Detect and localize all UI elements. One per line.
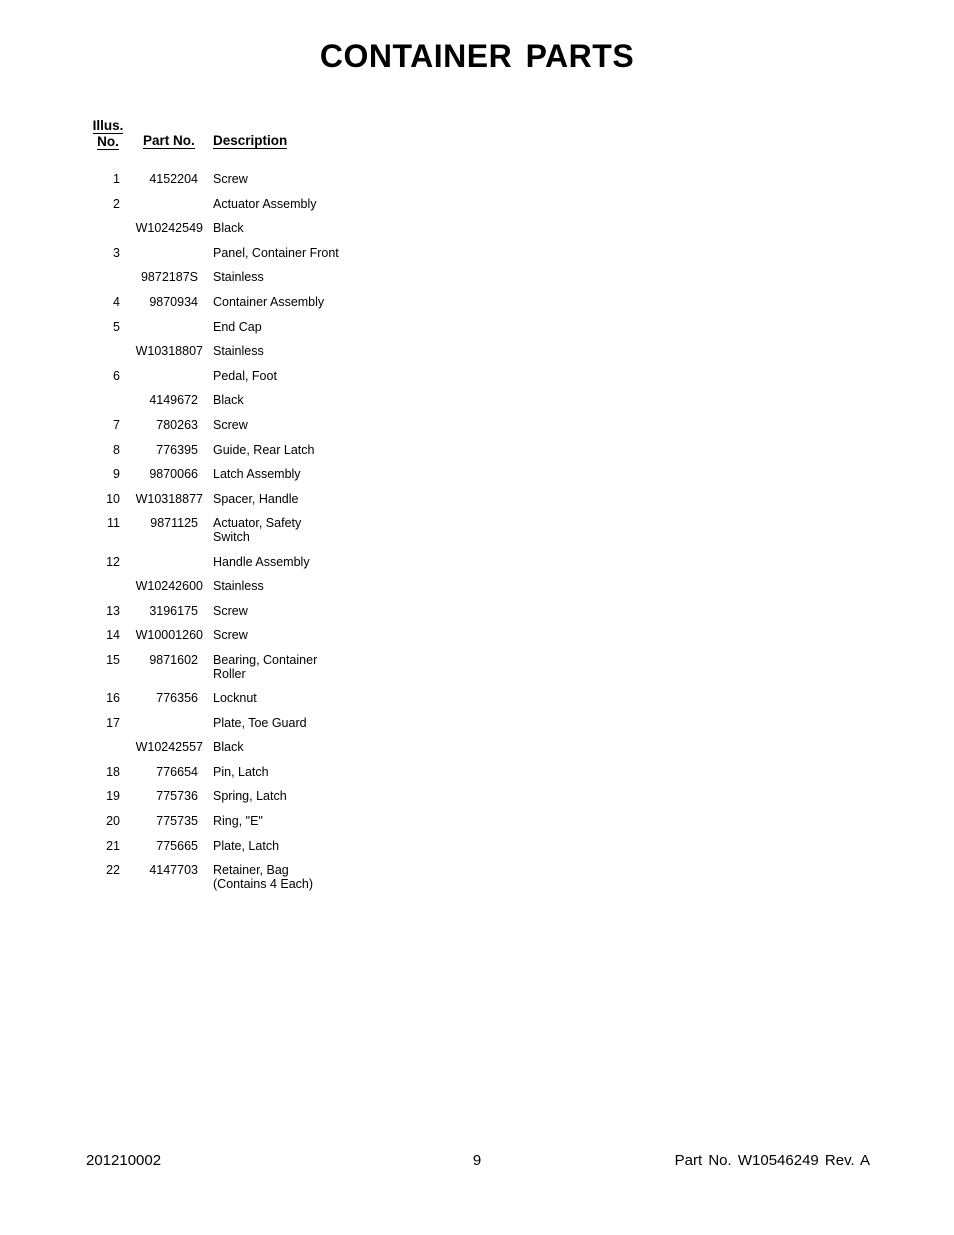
part-description: Screw [213, 628, 248, 643]
part-description: Spring, Latch [213, 789, 287, 804]
part-number: W10242557 [135, 740, 203, 755]
part-description: Stainless [213, 270, 264, 285]
part-description: Screw [213, 603, 248, 618]
part-number: 4147703 [149, 863, 198, 878]
part-number: 9870066 [149, 467, 198, 482]
part-description: Actuator Assembly [213, 196, 317, 211]
part-description: Actuator, Safety Switch [213, 516, 302, 545]
illus-number: 14 [106, 628, 120, 643]
illus-number: 18 [106, 764, 120, 779]
part-description: Plate, Toe Guard [213, 715, 307, 730]
part-description: Black [213, 221, 244, 236]
part-number: 775665 [156, 838, 198, 853]
part-description: Pedal, Foot [213, 368, 277, 383]
footer-page-number: 9 [472, 1152, 482, 1169]
illus-number: 21 [106, 838, 120, 853]
part-description: Bearing, Container Roller [213, 652, 318, 681]
part-number: 776654 [156, 764, 198, 779]
part-description: Screw [213, 172, 248, 186]
illus-number: 15 [106, 652, 120, 667]
illus-number: 2 [113, 196, 120, 211]
illus-number: 22 [106, 863, 120, 878]
part-number: 4149672 [149, 393, 198, 408]
part-description: Screw [213, 418, 248, 432]
part-description: Guide, Rear Latch [213, 442, 315, 457]
part-description: Black [213, 393, 244, 408]
part-number: 9870934 [149, 295, 198, 309]
part-description: Plate, Latch [213, 838, 280, 853]
illus-number: 16 [106, 691, 120, 705]
illus-number: 19 [106, 789, 120, 804]
part-description: Panel, Container Front [213, 245, 339, 260]
illus-number: 8 [113, 442, 120, 457]
part-number: 775735 [156, 814, 198, 828]
part-number: W10318807 [135, 344, 203, 359]
part-number: 776395 [156, 442, 198, 457]
part-description: Stainless [213, 579, 264, 594]
header-part-no-label: Part No. [143, 133, 195, 148]
page-title: CONTAINER PARTS [319, 38, 635, 74]
illus-number: 7 [113, 418, 120, 432]
part-description: Black [213, 740, 244, 755]
part-number: 3196175 [149, 603, 198, 618]
header-description [213, 133, 287, 149]
part-number: 775736 [156, 789, 198, 804]
part-description: Container Assembly [213, 295, 325, 309]
part-number: W10001260 [135, 628, 203, 643]
part-number: 780263 [156, 418, 198, 432]
part-number: W10318877 [135, 491, 203, 506]
part-description: Ring, "E" [213, 814, 263, 828]
part-description: Spacer, Handle [213, 491, 299, 506]
illus-number: 9 [113, 467, 120, 482]
part-number: 9871602 [149, 652, 198, 667]
footer-doc-number: 201210002 [86, 1152, 162, 1169]
illus-number: 4 [113, 295, 120, 309]
illus-number: 17 [106, 715, 120, 730]
part-description: Pin, Latch [213, 764, 269, 779]
part-number: 4152204 [149, 172, 198, 186]
illus-number: 12 [106, 554, 120, 569]
part-description: Latch Assembly [213, 467, 301, 482]
illus-number: 10 [106, 491, 120, 506]
part-description: Handle Assembly [213, 554, 310, 569]
header-description-label: Description [213, 133, 288, 148]
part-description: Locknut [213, 691, 257, 705]
header-illus-line2: No. [97, 134, 119, 149]
part-number: 9872187S [140, 270, 198, 285]
part-description: Stainless [213, 344, 264, 359]
illus-number: 3 [113, 245, 120, 260]
part-number: W10242549 [135, 221, 203, 236]
header-illus-line1: Illus. [92, 118, 124, 133]
illus-number: 20 [106, 814, 120, 828]
illus-number: 6 [113, 368, 120, 383]
header-illus-no [88, 118, 128, 150]
part-number: 9871125 [150, 516, 198, 531]
header-part-no [143, 133, 195, 149]
part-number: 776356 [156, 691, 198, 705]
illus-number: 13 [106, 603, 120, 618]
footer-part-number: Part No. W10546249 Rev. A [674, 1152, 870, 1169]
illus-number: 5 [113, 319, 120, 334]
part-description: End Cap [213, 319, 262, 334]
part-description: Retainer, Bag (Contains 4 Each) [213, 863, 314, 892]
illus-number: 1 [113, 172, 120, 186]
illus-number: 11 [107, 516, 120, 531]
part-number: W10242600 [135, 579, 203, 594]
